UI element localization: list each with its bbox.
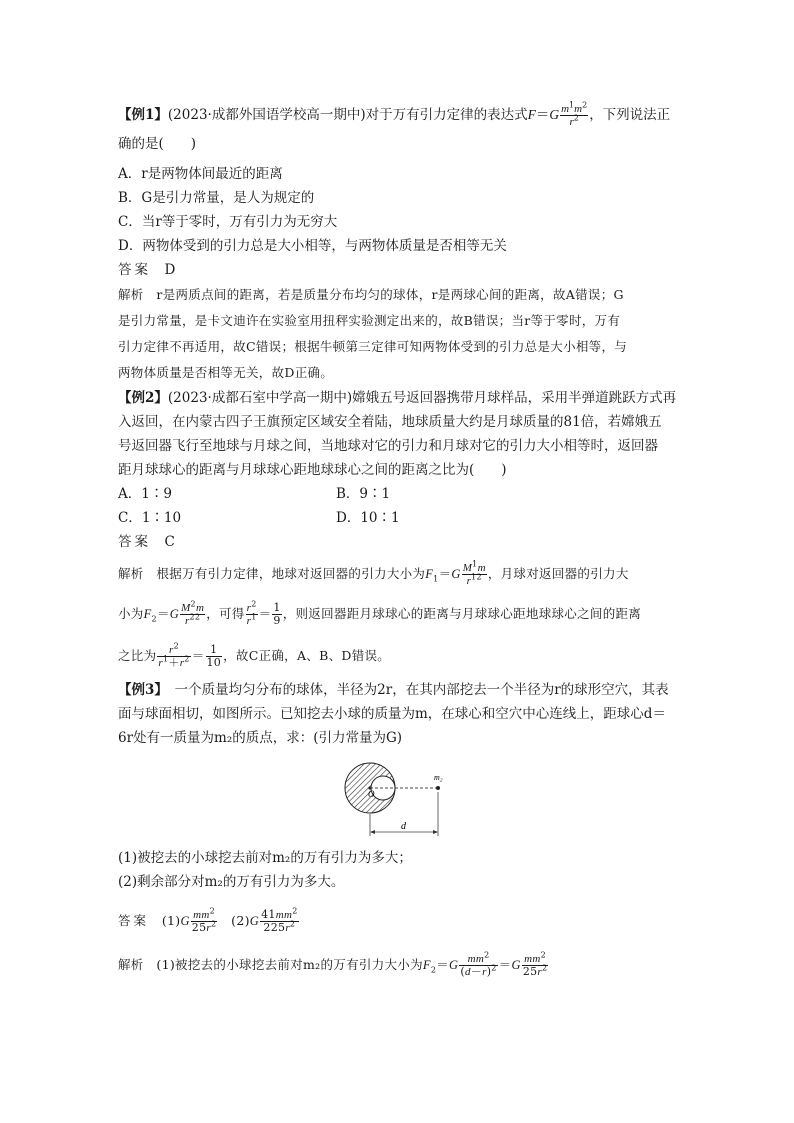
ex1-option-a: A．r是两物体间最近的距离 (118, 166, 283, 182)
ex1-answer: 答案 D (118, 262, 176, 278)
sphere-cavity-figure (118, 750, 678, 846)
ex2-stem-line1: 【例2】(2023·成都石室中学高一期中)嫦娥五号返回器携带月球样品，采用半弹道跳跃方式再 (118, 390, 677, 406)
ex2-stem-line3: 号返回器飞行至地球与月球之间，当地球对它的引力和月球对它的引力大小相等时，返回器 (118, 438, 658, 454)
ex1-analysis-line1: 解析 r是两质点间的距离，若是质量分布均匀的球体，r是两球心间的距离，故A错误；G (118, 287, 624, 302)
ex3-stem-line3: 6r处有一质量为m₂的质点，求：(引力常量为G) (118, 730, 403, 746)
label-o: O (368, 789, 375, 799)
ex2-analysis-line3: 之比为 $\frac{r^2}{r^1+r^2}$ ＝ $\frac{1}{10}$ ，故C正确，A、B、D错误。 (118, 641, 391, 669)
ex1-option-b: B．G是引力常量，是人为规定的 (118, 190, 315, 206)
ex3-question-1: (1)被挖去的小球挖去前对m₂的万有引力为多大； (118, 850, 412, 866)
page (118, 98, 678, 988)
formula-fraction: $\frac{m^1m^2}{r^2}$ (561, 100, 588, 128)
label-m2: m₂ (434, 773, 443, 782)
ex1-stem-line2: 确的是( ) (118, 136, 197, 152)
ex2-option-c: C．1∶10 (118, 510, 182, 526)
ex3-stem-line2: 面与球面相切，如图所示。已知挖去小球的质量为m，在球心和空穴中心连线上，距球心d＝ (118, 706, 666, 722)
ex1-analysis-line2: 是引力常量，是卡文迪许在实验室用扭秤实验测定出来的，故B错误；当r等于零时，万有 (118, 313, 621, 328)
ex3-question-2: (2)剩余部分对m₂的万有引力为多大。 (118, 874, 345, 890)
dim-arrow-right (433, 830, 438, 834)
ex2-option-b: B．9∶1 (336, 486, 391, 502)
ex1-option-d: D．两物体受到的引力总是大小相等，与两物体质量是否相等无关 (118, 238, 507, 254)
ex1-option-c: C．当r等于零时，万有引力为无穷大 (118, 214, 338, 230)
ex3-analysis-line1: 解析 (1)被挖去的小球挖去前对m₂的万有引力大小为$F_2=G$ $\frac{mm^2}{(d-r)^2}$ ＝G $\frac{mm^2}{25r^2}$ (118, 950, 548, 978)
dim-arrow-left (370, 830, 375, 834)
ex2-analysis-line2: 小为$F_2=G$ $\frac{M^2m}{r^{22}}$ ，可得 $\frac{r^2}{r^1}$ ＝ $\frac{1}{9}$ ，则返回器距月球球心的距离与月球球心距地球球心之间的距离 (118, 599, 642, 627)
ex1-tag: 【例1】 (118, 107, 168, 123)
ex2-answer: 答案 C (118, 534, 175, 550)
ex2-option-a: A．1∶9 (118, 486, 172, 502)
ex3-stem-line1: 【例3】 一个质量均匀分布的球体，半径为2r，在其内部挖去一个半径为r的球形空穴，其表 (118, 682, 669, 698)
ex3-answer: 答案 (1)G $\frac{mm^2}{25r^2}$ (2)G $\frac{41mm^2}{225r^2}$ (118, 906, 298, 934)
ex1-analysis-line3: 引力定律不再适用，故C错误；根据牛顿第三定律可知两物体受到的引力总是大小相等，与 (118, 339, 628, 354)
ex2-stem-line2: 入返回，在内蒙古四子王旗预定区域安全着陆，地球质量大约是月球质量的81倍，若嫦娥五 (118, 414, 662, 430)
mass-point-m2 (436, 786, 440, 790)
ex2-option-d: D．10∶1 (336, 510, 400, 526)
label-d: d (401, 821, 406, 832)
ex2-analysis-line1: 解析 根据万有引力定律，地球对返回器的引力大小为$F_1=G$ $\frac{M^1m}{r^{12}}$ ，月球对返回器的引力大 (118, 559, 629, 587)
ex2-stem-line4: 距月球球心的距离与月球球心距地球球心之间的距离之比为( ) (118, 462, 507, 478)
ex2-options-row1 (118, 482, 678, 506)
ex1-analysis-line4: 两物体质量是否相等无关，故D正确。 (118, 365, 334, 380)
figure-svg (338, 750, 468, 842)
ex2-options-row2 (118, 506, 678, 530)
ex1-stem-line1: 【例1】(2023·成都外国语学校高一期中)对于万有引力定律的表达式F＝G $\frac{m^1m^2}{r^2}$ ，下列说法正 (118, 100, 671, 128)
